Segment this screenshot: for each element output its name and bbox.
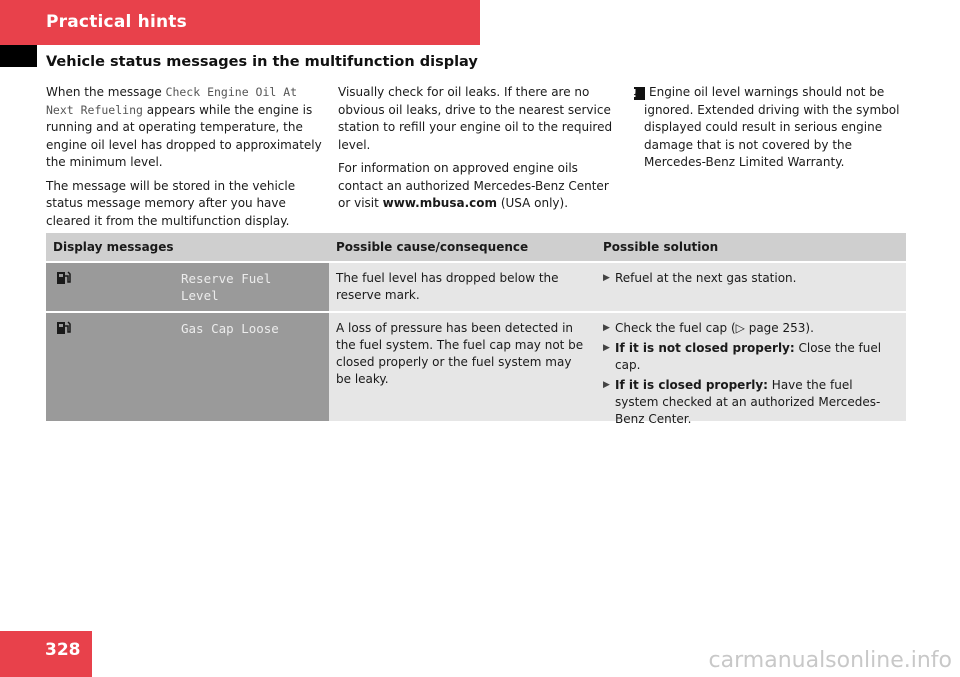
solution-item — [603, 320, 899, 337]
header-possible-solution: Possible solution — [603, 240, 719, 254]
page-number: 328 — [45, 640, 81, 660]
col1-paragraph-2: The message will be stored in the vehicle status message memory after you have cleared it from the multifunction display. — [46, 178, 296, 228]
column-2 — [338, 84, 618, 219]
page-number-tab — [0, 631, 92, 677]
arrow-right-icon: ▶ — [603, 323, 610, 333]
arrow-right-icon: ▶ — [603, 273, 610, 283]
chapter-title: Practical hints — [46, 12, 187, 32]
header-possible-cause: Possible cause/consequence — [336, 240, 529, 254]
table-row — [46, 261, 906, 311]
text-run: When the message — [46, 85, 166, 99]
solution-cell — [596, 263, 906, 311]
solution-item — [603, 340, 899, 374]
solution-text: Close the fuel cap. — [615, 341, 882, 372]
text-run: (USA only). — [497, 196, 569, 210]
header-notch — [0, 45, 37, 67]
column-1 — [46, 84, 326, 236]
display-cell — [46, 313, 329, 421]
fuel-pump-icon — [54, 321, 76, 335]
solution-condition: If it is not closed properly: — [615, 341, 795, 355]
warning-note — [631, 84, 909, 172]
solution-text: Refuel at the next gas station. — [615, 271, 797, 285]
section-title: Vehicle status messages in the multifunction display — [46, 54, 478, 70]
col2-paragraph-2 — [338, 160, 618, 213]
warning-icon: ! — [634, 87, 645, 100]
text-run: appears while the engine is running and at operating temperature, the engine oil level has dropped to approximately the minimum level. — [46, 102, 322, 169]
arrow-right-icon: ▶ — [603, 343, 610, 353]
col2-paragraph-1: Visually check for oil leaks. If there are no obvious oil leaks, drive to the nearest service station to refill your engine oil to the required level. — [338, 85, 613, 152]
solution-text: Check the fuel cap (▷ page 253). — [615, 321, 814, 335]
display-line-2: Level — [181, 288, 219, 303]
header-display-messages: Display messages — [53, 240, 174, 254]
chapter-header — [0, 0, 480, 45]
solution-item — [603, 377, 899, 428]
table-header — [46, 233, 906, 261]
warning-text: Engine oil level warnings should not be ignored. Extended driving with the symbol displayed could result in serious engine damage that is not covered by the Mercedes-Benz Limited Warranty. — [644, 85, 900, 169]
display-message — [181, 270, 271, 304]
display-message-text: Check Engine Oil At Next Refueling — [46, 85, 298, 117]
watermark: carmanualsonline.info — [708, 648, 952, 673]
display-line-1: Gas Cap Loose — [181, 321, 279, 336]
solution-cell — [596, 313, 906, 426]
display-cell — [46, 263, 329, 311]
cause-cell: A loss of pressure has been detected in the fuel system. The fuel cap may not be closed properly or the fuel system may be leaky. — [329, 313, 596, 421]
table-row — [46, 311, 906, 426]
cause-cell: The fuel level has dropped below the reserve mark. — [329, 263, 596, 311]
fuel-pump-icon — [54, 271, 76, 285]
status-message-table — [46, 233, 906, 426]
text-run: For information on approved engine oils contact an authorized Mercedes-Benz Center or visit — [338, 161, 609, 210]
solution-item — [603, 270, 899, 287]
col1-paragraph-1 — [46, 84, 326, 172]
solution-text: Have the fuel system checked at an authorized Mercedes-Benz Center. — [615, 378, 881, 426]
solution-condition: If it is closed properly: — [615, 378, 768, 392]
website-link[interactable]: www.mbusa.com — [382, 196, 497, 210]
column-3 — [631, 84, 909, 178]
display-line-1: Reserve Fuel — [181, 271, 272, 286]
arrow-right-icon: ▶ — [603, 380, 610, 390]
display-message — [181, 320, 279, 337]
